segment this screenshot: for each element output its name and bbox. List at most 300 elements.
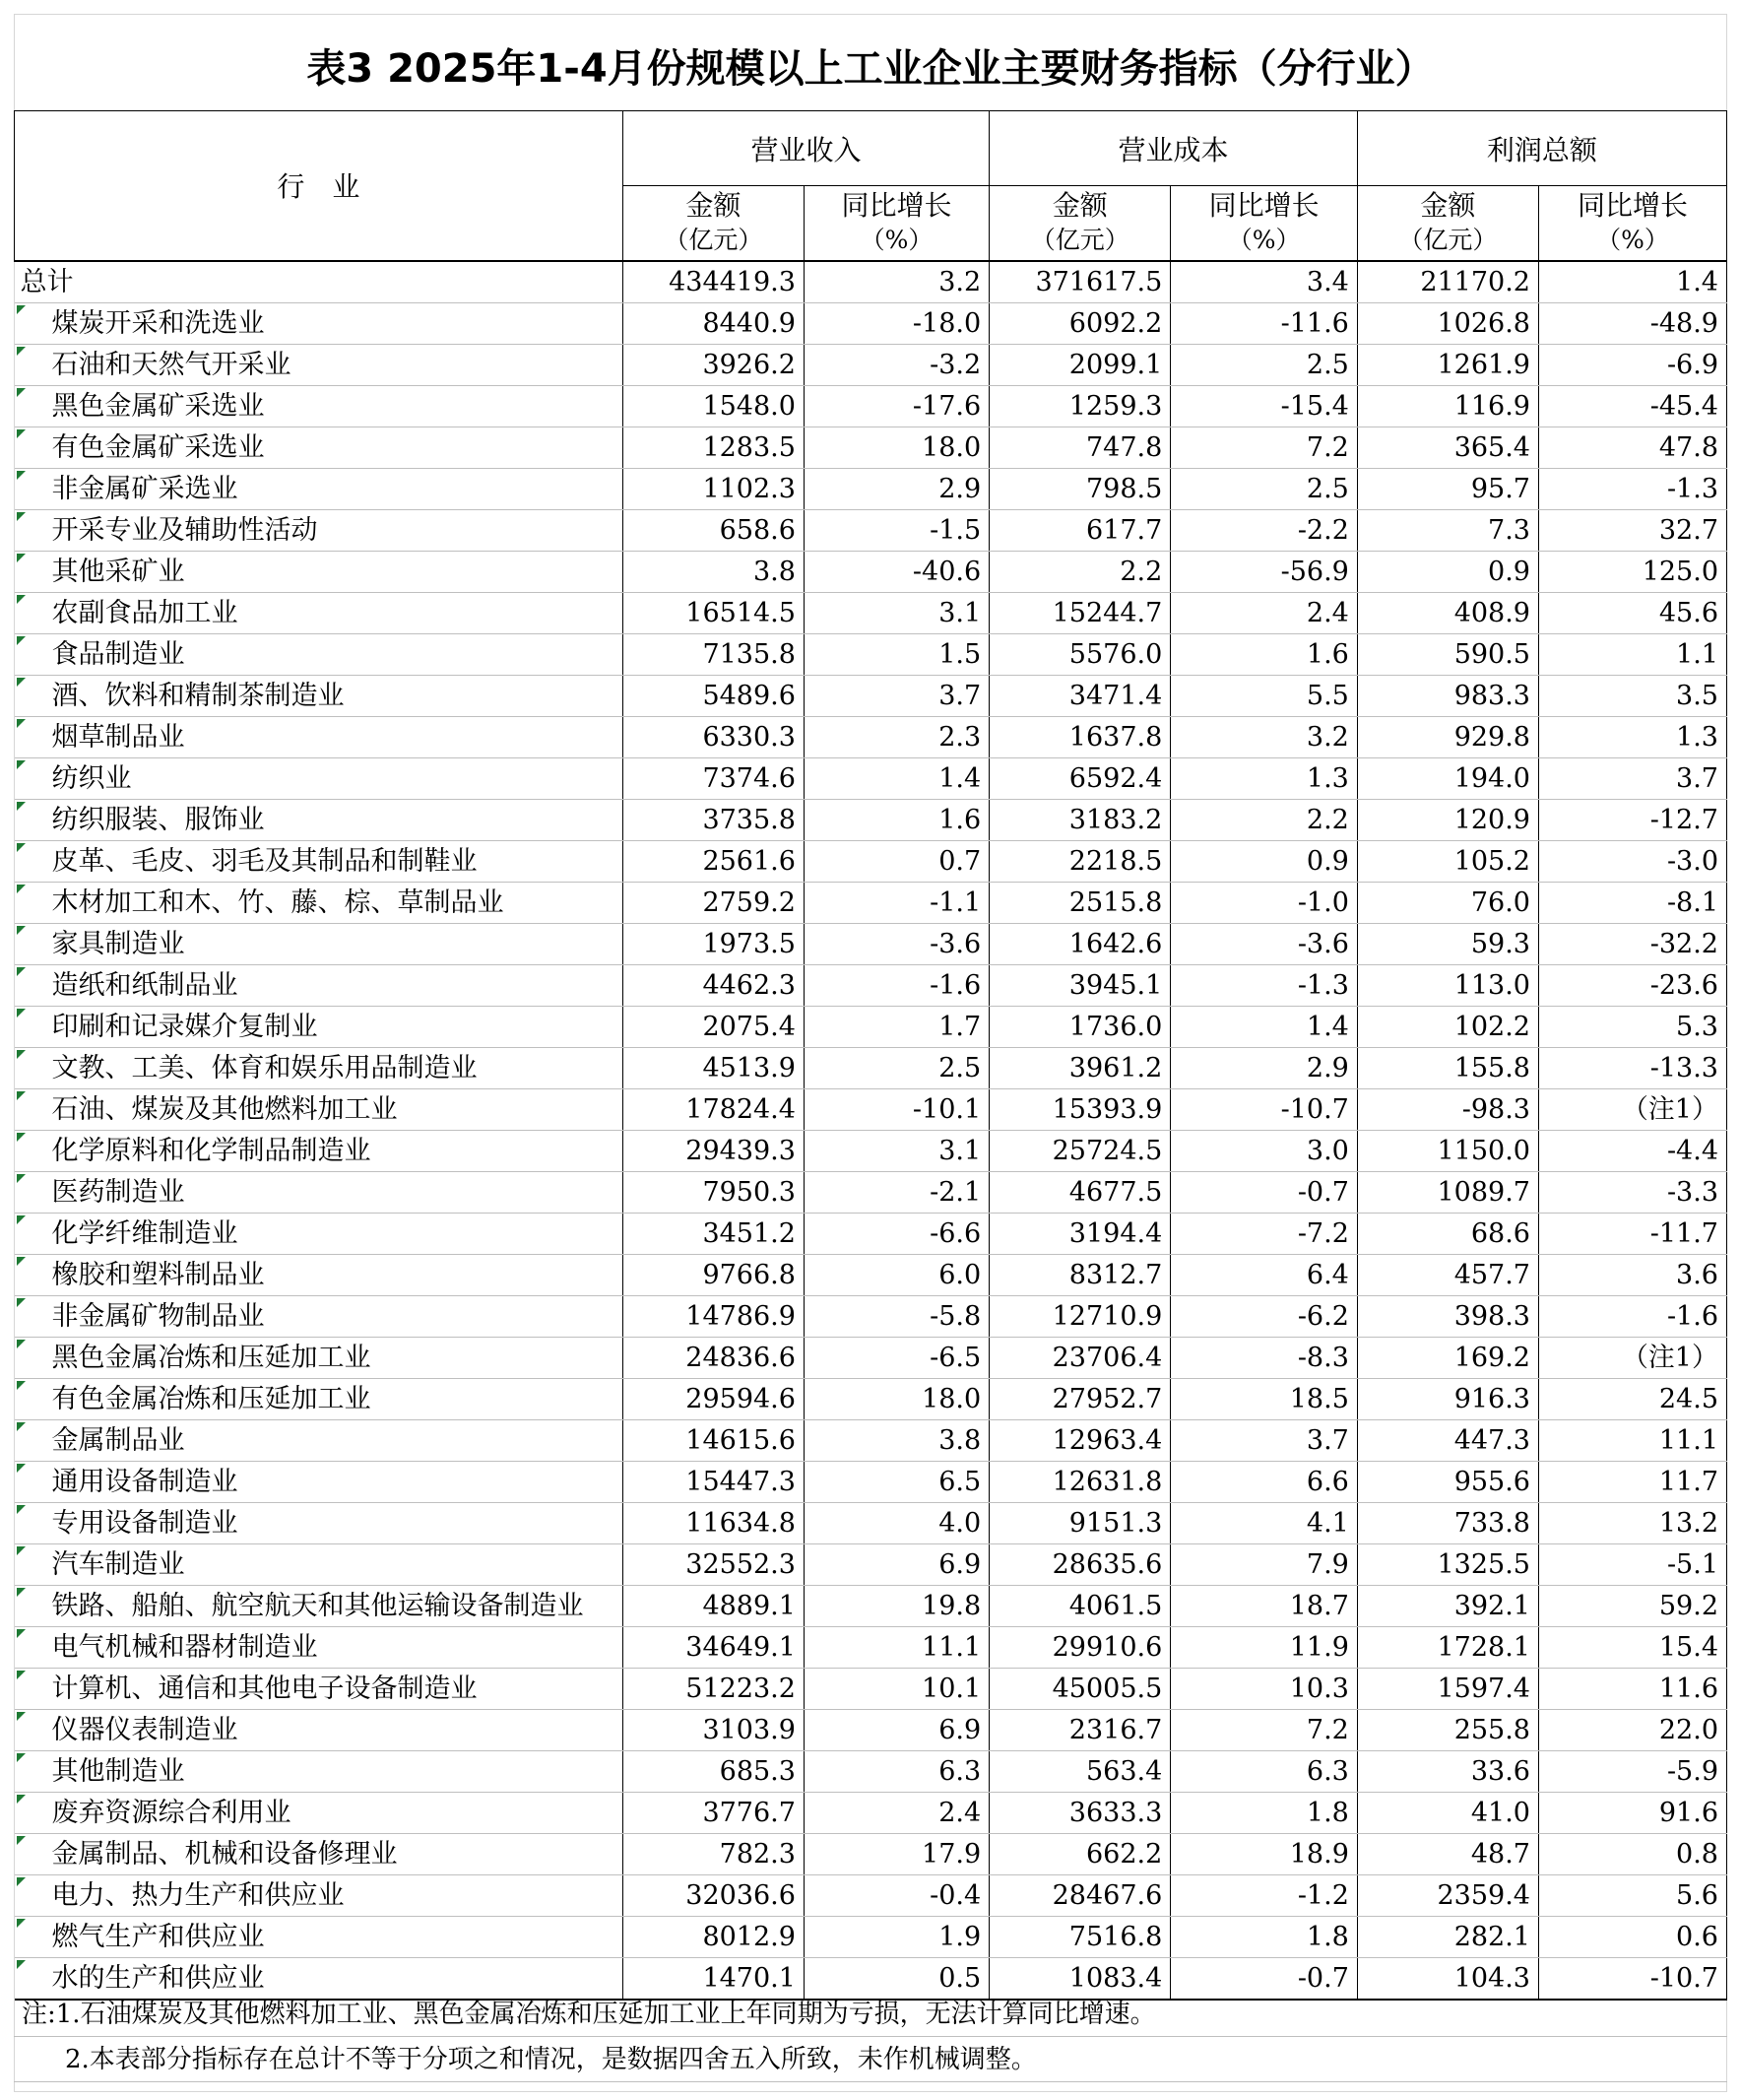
- revenue-amount-cell[interactable]: 14786.9: [622, 1295, 804, 1337]
- revenue-growth-cell[interactable]: 2.3: [804, 716, 989, 757]
- profit-growth-cell[interactable]: 125.0: [1538, 551, 1726, 592]
- revenue-growth-cell[interactable]: 1.9: [804, 1916, 989, 1957]
- revenue-amount-cell[interactable]: 29439.3: [622, 1130, 804, 1171]
- profit-amount-cell[interactable]: 0.9: [1357, 551, 1538, 592]
- profit-amount-cell[interactable]: 105.2: [1357, 840, 1538, 882]
- revenue-amount-cell[interactable]: 4889.1: [622, 1585, 804, 1626]
- industry-name-cell[interactable]: [15, 1378, 623, 1419]
- industry-name-cell[interactable]: [15, 1543, 623, 1585]
- revenue-amount-cell[interactable]: 685.3: [622, 1750, 804, 1792]
- industry-name-cell[interactable]: [15, 468, 623, 509]
- cost-growth-cell[interactable]: 6.4: [1171, 1254, 1358, 1295]
- cost-growth-cell[interactable]: -1.2: [1171, 1874, 1358, 1916]
- profit-amount-cell[interactable]: 155.8: [1357, 1047, 1538, 1088]
- revenue-amount-cell[interactable]: 51223.2: [622, 1668, 804, 1709]
- revenue-growth-cell[interactable]: 18.0: [804, 1378, 989, 1419]
- industry-name-cell[interactable]: [15, 1213, 623, 1254]
- cost-amount-cell[interactable]: 12963.4: [990, 1419, 1171, 1461]
- profit-amount-cell[interactable]: 33.6: [1357, 1750, 1538, 1792]
- profit-growth-cell[interactable]: -1.3: [1538, 468, 1726, 509]
- profit-growth-cell[interactable]: -10.7: [1538, 1957, 1726, 2000]
- cost-growth-cell[interactable]: 7.2: [1171, 1709, 1358, 1750]
- cost-amount-cell[interactable]: 1736.0: [990, 1006, 1171, 1047]
- profit-growth-cell[interactable]: -6.9: [1538, 344, 1726, 385]
- cost-amount-cell[interactable]: 2316.7: [990, 1709, 1171, 1750]
- cost-amount-cell[interactable]: 2099.1: [990, 344, 1171, 385]
- industry-name-cell[interactable]: [15, 1502, 623, 1543]
- revenue-amount-cell[interactable]: 4462.3: [622, 964, 804, 1006]
- cost-amount-cell[interactable]: 45005.5: [990, 1668, 1171, 1709]
- cost-growth-cell[interactable]: -8.3: [1171, 1337, 1358, 1378]
- profit-amount-cell[interactable]: 447.3: [1357, 1419, 1538, 1461]
- profit-amount-cell[interactable]: 733.8: [1357, 1502, 1538, 1543]
- profit-amount-cell[interactable]: 1026.8: [1357, 302, 1538, 344]
- cost-amount-cell[interactable]: 25724.5: [990, 1130, 1171, 1171]
- cost-amount-cell[interactable]: 2515.8: [990, 882, 1171, 923]
- revenue-amount-cell[interactable]: 2759.2: [622, 882, 804, 923]
- profit-growth-cell[interactable]: -5.1: [1538, 1543, 1726, 1585]
- revenue-growth-cell[interactable]: 1.4: [804, 757, 989, 799]
- cost-amount-cell[interactable]: 28467.6: [990, 1874, 1171, 1916]
- revenue-amount-cell[interactable]: 1973.5: [622, 923, 804, 964]
- cost-growth-cell[interactable]: -1.0: [1171, 882, 1358, 923]
- cost-amount-cell[interactable]: 6092.2: [990, 302, 1171, 344]
- revenue-growth-cell[interactable]: 0.7: [804, 840, 989, 882]
- revenue-amount-cell[interactable]: 8440.9: [622, 302, 804, 344]
- profit-growth-cell[interactable]: -3.3: [1538, 1171, 1726, 1213]
- revenue-growth-cell[interactable]: -6.6: [804, 1213, 989, 1254]
- cost-amount-cell[interactable]: 1083.4: [990, 1957, 1171, 2000]
- cost-amount-cell[interactable]: 28635.6: [990, 1543, 1171, 1585]
- revenue-growth-cell[interactable]: 1.5: [804, 633, 989, 675]
- cost-growth-cell[interactable]: 5.5: [1171, 675, 1358, 716]
- cost-amount-cell[interactable]: 6592.4: [990, 757, 1171, 799]
- cost-amount-cell[interactable]: 4677.5: [990, 1171, 1171, 1213]
- profit-amount-cell[interactable]: 1089.7: [1357, 1171, 1538, 1213]
- profit-amount-cell[interactable]: 2359.4: [1357, 1874, 1538, 1916]
- revenue-growth-cell[interactable]: 6.9: [804, 1709, 989, 1750]
- revenue-growth-cell[interactable]: 17.9: [804, 1833, 989, 1874]
- profit-growth-cell[interactable]: -8.1: [1538, 882, 1726, 923]
- industry-name-cell[interactable]: [15, 633, 623, 675]
- revenue-growth-cell[interactable]: 3.2: [804, 261, 989, 303]
- industry-name-cell[interactable]: [15, 675, 623, 716]
- cost-amount-cell[interactable]: 747.8: [990, 427, 1171, 468]
- revenue-amount-cell[interactable]: 1548.0: [622, 385, 804, 427]
- profit-growth-cell[interactable]: 1.1: [1538, 633, 1726, 675]
- revenue-amount-cell[interactable]: 782.3: [622, 1833, 804, 1874]
- profit-growth-cell[interactable]: 45.6: [1538, 592, 1726, 633]
- revenue-amount-cell[interactable]: 3776.7: [622, 1792, 804, 1833]
- profit-amount-cell[interactable]: 21170.2: [1357, 261, 1538, 303]
- revenue-amount-cell[interactable]: 2561.6: [622, 840, 804, 882]
- cost-growth-cell[interactable]: 2.5: [1171, 468, 1358, 509]
- cost-growth-cell[interactable]: -0.7: [1171, 1957, 1358, 2000]
- cost-growth-cell[interactable]: 2.2: [1171, 799, 1358, 840]
- profit-amount-cell[interactable]: 1728.1: [1357, 1626, 1538, 1668]
- revenue-amount-cell[interactable]: 32036.6: [622, 1874, 804, 1916]
- profit-growth-cell[interactable]: 91.6: [1538, 1792, 1726, 1833]
- industry-name-cell[interactable]: [15, 882, 623, 923]
- cost-growth-cell[interactable]: 0.9: [1171, 840, 1358, 882]
- cost-growth-cell[interactable]: 2.4: [1171, 592, 1358, 633]
- revenue-growth-cell[interactable]: 10.1: [804, 1668, 989, 1709]
- industry-name-cell[interactable]: [15, 1047, 623, 1088]
- cost-amount-cell[interactable]: 3633.3: [990, 1792, 1171, 1833]
- cost-growth-cell[interactable]: 1.4: [1171, 1006, 1358, 1047]
- revenue-growth-cell[interactable]: -1.1: [804, 882, 989, 923]
- industry-name-cell[interactable]: [15, 1171, 623, 1213]
- industry-name-cell[interactable]: [15, 302, 623, 344]
- revenue-amount-cell[interactable]: 2075.4: [622, 1006, 804, 1047]
- cost-amount-cell[interactable]: 3961.2: [990, 1047, 1171, 1088]
- profit-growth-cell[interactable]: 15.4: [1538, 1626, 1726, 1668]
- cost-amount-cell[interactable]: 12631.8: [990, 1461, 1171, 1502]
- cost-growth-cell[interactable]: 4.1: [1171, 1502, 1358, 1543]
- revenue-growth-cell[interactable]: -40.6: [804, 551, 989, 592]
- revenue-growth-cell[interactable]: 0.5: [804, 1957, 989, 2000]
- cost-growth-cell[interactable]: -15.4: [1171, 385, 1358, 427]
- profit-amount-cell[interactable]: 955.6: [1357, 1461, 1538, 1502]
- industry-name: 计算机、通信和其他电子设备制造业: [51, 1673, 478, 1704]
- profit-amount-cell[interactable]: 408.9: [1357, 592, 1538, 633]
- cost-growth-cell[interactable]: 1.6: [1171, 633, 1358, 675]
- revenue-growth-cell[interactable]: 6.0: [804, 1254, 989, 1295]
- cost-amount-cell[interactable]: 1637.8: [990, 716, 1171, 757]
- profit-amount-cell[interactable]: 1150.0: [1357, 1130, 1538, 1171]
- cost-amount-cell[interactable]: 3471.4: [990, 675, 1171, 716]
- revenue-growth-cell[interactable]: -3.2: [804, 344, 989, 385]
- profit-growth-cell[interactable]: -12.7: [1538, 799, 1726, 840]
- profit-growth-cell[interactable]: （注1）: [1538, 1337, 1726, 1378]
- profit-amount-cell[interactable]: 41.0: [1357, 1792, 1538, 1833]
- revenue-amount-cell[interactable]: 15447.3: [622, 1461, 804, 1502]
- revenue-amount-cell[interactable]: 4513.9: [622, 1047, 804, 1088]
- revenue-growth-cell[interactable]: -3.6: [804, 923, 989, 964]
- industry-name-cell[interactable]: [15, 1833, 623, 1874]
- cost-growth-cell[interactable]: 18.7: [1171, 1585, 1358, 1626]
- profit-growth-cell[interactable]: 59.2: [1538, 1585, 1726, 1626]
- revenue-amount-cell[interactable]: 5489.6: [622, 675, 804, 716]
- profit-growth-cell[interactable]: -13.3: [1538, 1047, 1726, 1088]
- revenue-growth-cell[interactable]: -18.0: [804, 302, 989, 344]
- cost-growth-cell[interactable]: 3.2: [1171, 716, 1358, 757]
- cost-growth-cell[interactable]: -6.2: [1171, 1295, 1358, 1337]
- industry-name-cell[interactable]: [15, 716, 623, 757]
- revenue-amount-cell[interactable]: 32552.3: [622, 1543, 804, 1585]
- profit-amount-cell[interactable]: 365.4: [1357, 427, 1538, 468]
- cost-growth-cell[interactable]: -10.7: [1171, 1088, 1358, 1130]
- profit-amount-cell[interactable]: 282.1: [1357, 1916, 1538, 1957]
- cost-growth-cell[interactable]: -2.2: [1171, 509, 1358, 551]
- revenue-amount-cell[interactable]: 11634.8: [622, 1502, 804, 1543]
- industry-name-cell[interactable]: [15, 427, 623, 468]
- cost-amount-cell[interactable]: 7516.8: [990, 1916, 1171, 1957]
- profit-amount-cell[interactable]: 68.6: [1357, 1213, 1538, 1254]
- profit-growth-cell[interactable]: -1.6: [1538, 1295, 1726, 1337]
- profit-amount-cell[interactable]: 7.3: [1357, 509, 1538, 551]
- profit-amount-cell[interactable]: 1261.9: [1357, 344, 1538, 385]
- industry-name-cell[interactable]: [15, 923, 623, 964]
- cost-growth-cell[interactable]: 6.3: [1171, 1750, 1358, 1792]
- industry-name-cell[interactable]: [15, 1916, 623, 1957]
- profit-amount-cell[interactable]: 113.0: [1357, 964, 1538, 1006]
- revenue-amount-cell[interactable]: 7374.6: [622, 757, 804, 799]
- profit-growth-cell[interactable]: 1.4: [1538, 261, 1726, 303]
- industry-name-cell[interactable]: [15, 261, 623, 303]
- profit-amount-cell[interactable]: 194.0: [1357, 757, 1538, 799]
- profit-amount-cell[interactable]: 59.3: [1357, 923, 1538, 964]
- cost-amount-cell[interactable]: 23706.4: [990, 1337, 1171, 1378]
- revenue-amount-cell[interactable]: 1102.3: [622, 468, 804, 509]
- industry-name-cell[interactable]: [15, 840, 623, 882]
- cost-amount-cell[interactable]: 8312.7: [990, 1254, 1171, 1295]
- revenue-growth-cell[interactable]: 6.9: [804, 1543, 989, 1585]
- industry-name-cell[interactable]: [15, 509, 623, 551]
- profit-amount-cell[interactable]: 398.3: [1357, 1295, 1538, 1337]
- cost-growth-cell[interactable]: 7.9: [1171, 1543, 1358, 1585]
- cost-amount-cell[interactable]: 15393.9: [990, 1088, 1171, 1130]
- cost-amount-cell[interactable]: 12710.9: [990, 1295, 1171, 1337]
- revenue-amount-cell[interactable]: 16514.5: [622, 592, 804, 633]
- revenue-growth-cell[interactable]: -1.5: [804, 509, 989, 551]
- profit-growth-cell[interactable]: 0.8: [1538, 1833, 1726, 1874]
- revenue-amount-cell[interactable]: 9766.8: [622, 1254, 804, 1295]
- revenue-amount-cell[interactable]: 658.6: [622, 509, 804, 551]
- industry-name: 金属制品业: [51, 1424, 185, 1456]
- profit-amount-cell[interactable]: 169.2: [1357, 1337, 1538, 1378]
- revenue-amount-cell[interactable]: 3103.9: [622, 1709, 804, 1750]
- cost-amount-cell[interactable]: 29910.6: [990, 1626, 1171, 1668]
- profit-growth-cell[interactable]: 5.6: [1538, 1874, 1726, 1916]
- revenue-growth-cell[interactable]: -2.1: [804, 1171, 989, 1213]
- cost-growth-cell[interactable]: 10.3: [1171, 1668, 1358, 1709]
- cost-amount-cell[interactable]: 371617.5: [990, 261, 1171, 303]
- profit-amount-cell[interactable]: 983.3: [1357, 675, 1538, 716]
- profit-amount-cell[interactable]: 104.3: [1357, 1957, 1538, 2000]
- revenue-amount-cell[interactable]: 29594.6: [622, 1378, 804, 1419]
- revenue-growth-cell[interactable]: 1.7: [804, 1006, 989, 1047]
- cost-amount-cell[interactable]: 1259.3: [990, 385, 1171, 427]
- cost-growth-cell[interactable]: 18.9: [1171, 1833, 1358, 1874]
- cost-growth-cell[interactable]: -0.7: [1171, 1171, 1358, 1213]
- industry-name-cell[interactable]: [15, 1254, 623, 1295]
- cost-growth-cell[interactable]: -56.9: [1171, 551, 1358, 592]
- cost-growth-cell[interactable]: 6.6: [1171, 1461, 1358, 1502]
- profit-amount-cell[interactable]: 116.9: [1357, 385, 1538, 427]
- profit-amount-cell[interactable]: -98.3: [1357, 1088, 1538, 1130]
- revenue-growth-cell[interactable]: 3.8: [804, 1419, 989, 1461]
- industry-name-cell[interactable]: [15, 1461, 623, 1502]
- profit-growth-cell[interactable]: -5.9: [1538, 1750, 1726, 1792]
- revenue-amount-cell[interactable]: 17824.4: [622, 1088, 804, 1130]
- profit-amount-cell[interactable]: 76.0: [1357, 882, 1538, 923]
- industry-name-cell[interactable]: [15, 1130, 623, 1171]
- industry-name-cell[interactable]: [15, 1792, 623, 1833]
- cost-growth-cell[interactable]: -3.6: [1171, 923, 1358, 964]
- profit-growth-cell[interactable]: -11.7: [1538, 1213, 1726, 1254]
- profit-growth-cell[interactable]: 32.7: [1538, 509, 1726, 551]
- profit-amount-cell[interactable]: 48.7: [1357, 1833, 1538, 1874]
- profit-growth-cell[interactable]: 11.6: [1538, 1668, 1726, 1709]
- revenue-amount-cell[interactable]: 24836.6: [622, 1337, 804, 1378]
- revenue-growth-cell[interactable]: 2.9: [804, 468, 989, 509]
- industry-name-cell[interactable]: [15, 1337, 623, 1378]
- profit-amount-cell[interactable]: 255.8: [1357, 1709, 1538, 1750]
- revenue-growth-cell[interactable]: 2.5: [804, 1047, 989, 1088]
- profit-amount-cell[interactable]: 95.7: [1357, 468, 1538, 509]
- revenue-amount-cell[interactable]: 3.8: [622, 551, 804, 592]
- profit-amount-cell[interactable]: 929.8: [1357, 716, 1538, 757]
- profit-growth-cell[interactable]: 3.5: [1538, 675, 1726, 716]
- cost-amount-cell[interactable]: 27952.7: [990, 1378, 1171, 1419]
- cost-amount-cell[interactable]: 2218.5: [990, 840, 1171, 882]
- profit-growth-cell[interactable]: -32.2: [1538, 923, 1726, 964]
- revenue-growth-cell[interactable]: -0.4: [804, 1874, 989, 1916]
- cost-growth-cell[interactable]: -11.6: [1171, 302, 1358, 344]
- profit-amount-cell[interactable]: 590.5: [1357, 633, 1538, 675]
- industry-name-cell[interactable]: [15, 1585, 623, 1626]
- industry-name-cell[interactable]: [15, 551, 623, 592]
- profit-growth-cell[interactable]: 11.7: [1538, 1461, 1726, 1502]
- industry-name-cell[interactable]: [15, 344, 623, 385]
- cost-growth-cell[interactable]: 1.8: [1171, 1792, 1358, 1833]
- revenue-amount-cell[interactable]: 1470.1: [622, 1957, 804, 2000]
- profit-growth-cell[interactable]: -23.6: [1538, 964, 1726, 1006]
- profit-amount-cell[interactable]: 392.1: [1357, 1585, 1538, 1626]
- cost-growth-cell[interactable]: 2.5: [1171, 344, 1358, 385]
- revenue-growth-cell[interactable]: 11.1: [804, 1626, 989, 1668]
- profit-growth-cell[interactable]: 5.3: [1538, 1006, 1726, 1047]
- revenue-amount-cell[interactable]: 14615.6: [622, 1419, 804, 1461]
- cost-amount-cell[interactable]: 15244.7: [990, 592, 1171, 633]
- cost-growth-cell[interactable]: 1.3: [1171, 757, 1358, 799]
- industry-name-cell[interactable]: [15, 1626, 623, 1668]
- profit-growth-cell[interactable]: 3.6: [1538, 1254, 1726, 1295]
- cost-amount-cell[interactable]: 3183.2: [990, 799, 1171, 840]
- profit-growth-cell[interactable]: 13.2: [1538, 1502, 1726, 1543]
- revenue-amount-cell[interactable]: 3735.8: [622, 799, 804, 840]
- revenue-growth-cell[interactable]: 6.5: [804, 1461, 989, 1502]
- cost-amount-cell[interactable]: 1642.6: [990, 923, 1171, 964]
- profit-growth-cell[interactable]: 11.1: [1538, 1419, 1726, 1461]
- revenue-amount-cell[interactable]: 34649.1: [622, 1626, 804, 1668]
- profit-amount-cell[interactable]: 1597.4: [1357, 1668, 1538, 1709]
- revenue-amount-cell[interactable]: 1283.5: [622, 427, 804, 468]
- cost-growth-cell[interactable]: 3.7: [1171, 1419, 1358, 1461]
- table-row: [15, 923, 1727, 964]
- industry-name: 纺织服装、服饰业: [51, 804, 265, 835]
- revenue-growth-cell[interactable]: 18.0: [804, 427, 989, 468]
- revenue-amount-cell[interactable]: 7950.3: [622, 1171, 804, 1213]
- revenue-growth-cell[interactable]: 19.8: [804, 1585, 989, 1626]
- cost-growth-header: 同比增长 （%）: [1171, 186, 1358, 261]
- industry-name-cell[interactable]: [15, 1709, 623, 1750]
- table-row: [15, 1254, 1727, 1295]
- cost-amount-cell[interactable]: 2.2: [990, 551, 1171, 592]
- profit-growth-cell[interactable]: -3.0: [1538, 840, 1726, 882]
- revenue-amount-cell[interactable]: 3926.2: [622, 344, 804, 385]
- industry-name-cell[interactable]: [15, 1088, 623, 1130]
- industry-name-cell[interactable]: [15, 1668, 623, 1709]
- cost-amount-cell[interactable]: 563.4: [990, 1750, 1171, 1792]
- revenue-amount-cell[interactable]: 8012.9: [622, 1916, 804, 1957]
- profit-growth-cell[interactable]: -4.4: [1538, 1130, 1726, 1171]
- revenue-amount-cell[interactable]: 3451.2: [622, 1213, 804, 1254]
- revenue-growth-cell[interactable]: 4.0: [804, 1502, 989, 1543]
- revenue-growth-cell[interactable]: 3.1: [804, 1130, 989, 1171]
- profit-growth-cell[interactable]: -48.9: [1538, 302, 1726, 344]
- profit-amount-cell[interactable]: 916.3: [1357, 1378, 1538, 1419]
- industry-name-cell[interactable]: [15, 1295, 623, 1337]
- cost-growth-cell[interactable]: 3.4: [1171, 261, 1358, 303]
- cost-amount-cell[interactable]: 9151.3: [990, 1502, 1171, 1543]
- cost-amount-cell[interactable]: 662.2: [990, 1833, 1171, 1874]
- cost-amount-cell[interactable]: 617.7: [990, 509, 1171, 551]
- revenue-growth-cell[interactable]: -17.6: [804, 385, 989, 427]
- revenue-growth-cell[interactable]: 3.1: [804, 592, 989, 633]
- cost-amount-cell[interactable]: 798.5: [990, 468, 1171, 509]
- cost-amount-cell[interactable]: 4061.5: [990, 1585, 1171, 1626]
- cost-growth-cell[interactable]: -1.3: [1171, 964, 1358, 1006]
- industry-name-cell[interactable]: [15, 757, 623, 799]
- revenue-growth-cell[interactable]: -1.6: [804, 964, 989, 1006]
- revenue-amount-cell[interactable]: 7135.8: [622, 633, 804, 675]
- revenue-growth-cell[interactable]: -6.5: [804, 1337, 989, 1378]
- revenue-growth-cell[interactable]: 2.4: [804, 1792, 989, 1833]
- industry-name-cell[interactable]: [15, 1006, 623, 1047]
- industry-name-cell[interactable]: [15, 592, 623, 633]
- profit-growth-cell[interactable]: 24.5: [1538, 1378, 1726, 1419]
- revenue-growth-cell[interactable]: -5.8: [804, 1295, 989, 1337]
- cost-growth-cell[interactable]: 2.9: [1171, 1047, 1358, 1088]
- profit-amount-cell[interactable]: 1325.5: [1357, 1543, 1538, 1585]
- revenue-growth-cell[interactable]: -10.1: [804, 1088, 989, 1130]
- revenue-amount-cell[interactable]: 434419.3: [622, 261, 804, 303]
- profit-growth-cell[interactable]: （注1）: [1538, 1088, 1726, 1130]
- profit-amount-cell[interactable]: 120.9: [1357, 799, 1538, 840]
- cost-growth-cell[interactable]: 11.9: [1171, 1626, 1358, 1668]
- profit-amount-cell[interactable]: 102.2: [1357, 1006, 1538, 1047]
- industry-name: 造纸和纸制品业: [51, 969, 238, 1001]
- industry-name-cell[interactable]: [15, 385, 623, 427]
- cost-growth-cell[interactable]: 1.8: [1171, 1916, 1358, 1957]
- cost-growth-cell[interactable]: 7.2: [1171, 427, 1358, 468]
- cost-amount-cell[interactable]: 5576.0: [990, 633, 1171, 675]
- cost-growth-cell[interactable]: 3.0: [1171, 1130, 1358, 1171]
- cost-growth-cell[interactable]: -7.2: [1171, 1213, 1358, 1254]
- profit-amount-cell[interactable]: 457.7: [1357, 1254, 1538, 1295]
- revenue-amount-cell[interactable]: 6330.3: [622, 716, 804, 757]
- industry-name-cell[interactable]: [15, 964, 623, 1006]
- profit-growth-cell[interactable]: 1.3: [1538, 716, 1726, 757]
- cost-amount-cell[interactable]: 3945.1: [990, 964, 1171, 1006]
- revenue-growth-cell[interactable]: 3.7: [804, 675, 989, 716]
- profit-growth-cell[interactable]: 22.0: [1538, 1709, 1726, 1750]
- profit-growth-cell[interactable]: 0.6: [1538, 1916, 1726, 1957]
- revenue-growth-cell[interactable]: 6.3: [804, 1750, 989, 1792]
- industry-name-cell[interactable]: [15, 799, 623, 840]
- industry-name-cell[interactable]: [15, 1874, 623, 1916]
- industry-name-cell[interactable]: [15, 1750, 623, 1792]
- cost-amount-cell[interactable]: 3194.4: [990, 1213, 1171, 1254]
- profit-growth-cell[interactable]: -45.4: [1538, 385, 1726, 427]
- cost-growth-cell[interactable]: 18.5: [1171, 1378, 1358, 1419]
- revenue-growth-cell[interactable]: 1.6: [804, 799, 989, 840]
- profit-growth-cell[interactable]: 3.7: [1538, 757, 1726, 799]
- profit-growth-cell[interactable]: 47.8: [1538, 427, 1726, 468]
- industry-name-cell[interactable]: [15, 1419, 623, 1461]
